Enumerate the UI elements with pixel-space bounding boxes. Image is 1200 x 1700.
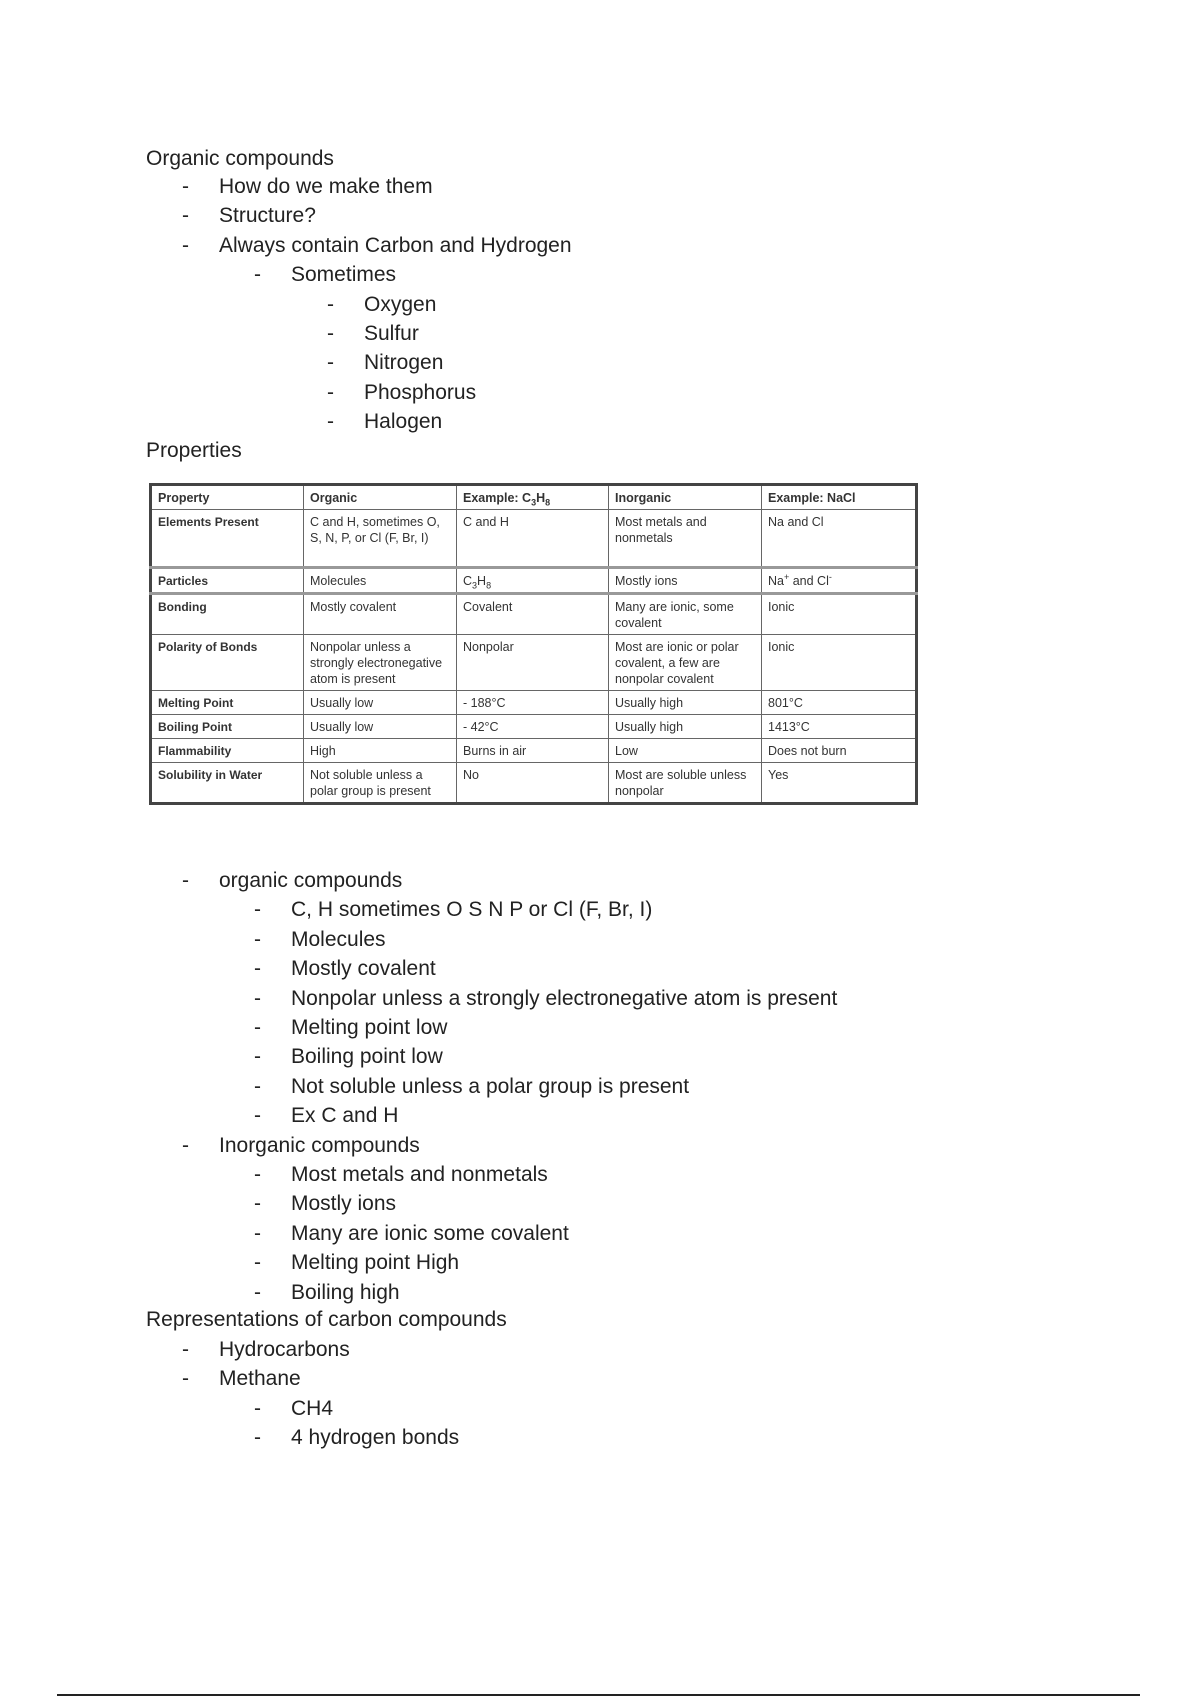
cell-inorganic: Many are ionic, some covalent [609, 594, 762, 635]
heading-organic-compounds: Organic compounds [146, 147, 334, 170]
list-item: - Not soluble unless a polar group is present [146, 1072, 837, 1101]
bullet-dash: - [254, 1251, 261, 1275]
cell-example-inorganic: Na and Cl [762, 510, 917, 568]
list-item: - How do we make them [146, 172, 572, 201]
list-item: - Melting point low [146, 1013, 837, 1042]
row-property: Particles [151, 568, 304, 594]
list-item-inorganic-compounds: - Inorganic compounds [146, 1131, 837, 1160]
cell-organic: C and H, sometimes O, S, N, P, or Cl (F, Br, I) [304, 510, 457, 568]
header-property: Property [151, 485, 304, 510]
cell-example-organic: Covalent [457, 594, 609, 635]
header-example-inorganic: Example: NaCl [762, 485, 917, 510]
row-property: Solubility in Water [151, 763, 304, 804]
row-property: Elements Present [151, 510, 304, 568]
list-item-element: - Phosphorus [146, 378, 572, 407]
list-item: - Hydrocarbons [146, 1335, 459, 1364]
table-row [151, 739, 917, 763]
row-property: Bonding [151, 594, 304, 635]
bullet-dash: - [182, 204, 189, 228]
bullet-dash: - [254, 1104, 261, 1128]
table-row [151, 568, 917, 594]
cell-inorganic: Most are soluble unless nonpolar [609, 763, 762, 804]
cell-inorganic: Usually high [609, 691, 762, 715]
cell-example-inorganic: 1413°C [762, 715, 917, 739]
cell-example-inorganic: Na+ and Cl- [762, 568, 917, 594]
cell-example-organic: Nonpolar [457, 635, 609, 691]
cell-organic: Nonpolar unless a strongly electronegative atom is present [304, 635, 457, 691]
bullet-dash: - [182, 869, 189, 892]
list-item-element: - Halogen [146, 407, 572, 436]
bullet-dash: - [182, 1133, 189, 1157]
row-property: Boiling Point [151, 715, 304, 739]
bullet-dash: - [254, 1045, 261, 1069]
bullet-dash: - [254, 1396, 261, 1420]
list-item: - Boiling point low [146, 1042, 837, 1071]
list-item: - Always contain Carbon and Hydrogen [146, 231, 572, 260]
bullet-dash: - [254, 1280, 261, 1304]
cell-inorganic: Most are ionic or polar covalent, a few are nonpolar covalent [609, 635, 762, 691]
bullet-dash: - [182, 1338, 189, 1361]
list-item: - Ex C and H [146, 1101, 837, 1130]
list-item: - Most metals and nonmetals [146, 1160, 837, 1189]
bullet-dash: - [327, 322, 334, 346]
bullet-dash: - [254, 1163, 261, 1187]
table-row [151, 594, 917, 635]
cell-example-organic: Burns in air [457, 739, 609, 763]
cell-inorganic: Most metals and nonmetals [609, 510, 762, 568]
summary-list [146, 866, 837, 1307]
organic-compounds-list [146, 172, 572, 437]
bullet-dash: - [254, 1074, 261, 1098]
cell-organic: Molecules [304, 568, 457, 594]
header-inorganic: Inorganic [609, 485, 762, 510]
bullet-dash: - [254, 957, 261, 981]
cell-example-organic: - 42°C [457, 715, 609, 739]
list-item-element: - Nitrogen [146, 348, 572, 377]
cell-example-inorganic: Ionic [762, 594, 917, 635]
bullet-dash: - [182, 175, 189, 198]
bullet-dash: - [254, 986, 261, 1010]
bullet-dash: - [254, 1426, 261, 1450]
cell-organic: Mostly covalent [304, 594, 457, 635]
list-item-element: - Oxygen [146, 290, 572, 319]
list-item: - 4 hydrogen bonds [146, 1423, 459, 1452]
cell-example-organic: - 188°C [457, 691, 609, 715]
cell-inorganic: Mostly ions [609, 568, 762, 594]
list-item-organic-compounds: - organic compounds [146, 866, 837, 895]
table-row [151, 763, 917, 804]
heading-representations: Representations of carbon compounds [146, 1308, 507, 1331]
table-row [151, 715, 917, 739]
row-property: Flammability [151, 739, 304, 763]
list-item: - C, H sometimes O S N P or Cl (F, Br, I) [146, 895, 837, 924]
table-row [151, 635, 917, 691]
bullet-dash: - [254, 898, 261, 922]
bullet-dash: - [254, 1192, 261, 1216]
bullet-dash: - [327, 380, 334, 404]
list-item: - Nonpolar unless a strongly electronegative atom is present [146, 984, 837, 1013]
cell-inorganic: Usually high [609, 715, 762, 739]
cell-organic: Usually low [304, 715, 457, 739]
cell-example-organic: $C_3H_8$ [457, 568, 609, 594]
bullet-dash: - [254, 263, 261, 287]
list-item: - Melting point High [146, 1248, 837, 1277]
cell-example-organic: No [457, 763, 609, 804]
cell-example-organic: C and H [457, 510, 609, 568]
cell-organic: Usually low [304, 691, 457, 715]
cell-inorganic: Low [609, 739, 762, 763]
footer-rule [57, 1694, 1140, 1696]
bullet-dash: - [327, 410, 334, 434]
table-row [151, 691, 917, 715]
cell-example-inorganic: Yes [762, 763, 917, 804]
bullet-dash: - [182, 233, 189, 257]
list-item-sometimes: - Sometimes [146, 260, 572, 289]
bullet-dash: - [327, 351, 334, 375]
representations-list [146, 1335, 459, 1453]
bullet-dash: - [182, 1367, 189, 1391]
list-item: - CH4 [146, 1394, 459, 1423]
heading-properties: Properties [146, 439, 242, 462]
list-item: - Mostly covalent [146, 954, 837, 983]
list-item: - Boiling high [146, 1278, 837, 1307]
list-item: - Many are ionic some covalent [146, 1219, 837, 1248]
list-item: - Methane [146, 1364, 459, 1393]
table-row [151, 510, 917, 568]
bullet-dash: - [327, 292, 334, 316]
list-item: - Mostly ions [146, 1189, 837, 1218]
list-item: - Molecules [146, 925, 837, 954]
properties-table [149, 483, 918, 805]
bullet-dash: - [254, 1221, 261, 1245]
list-item: - Structure? [146, 201, 572, 230]
header-organic: Organic [304, 485, 457, 510]
cell-organic: Not soluble unless a polar group is present [304, 763, 457, 804]
bullet-dash: - [254, 1016, 261, 1040]
list-item-element: - Sulfur [146, 319, 572, 348]
cell-organic: High [304, 739, 457, 763]
table-header-row [151, 485, 917, 510]
header-example-organic: Example: $C_3H_8$ [457, 485, 609, 510]
cell-example-inorganic: Ionic [762, 635, 917, 691]
row-property: Polarity of Bonds [151, 635, 304, 691]
cell-example-inorganic: 801°C [762, 691, 917, 715]
cell-example-inorganic: Does not burn [762, 739, 917, 763]
bullet-dash: - [254, 927, 261, 951]
row-property: Melting Point [151, 691, 304, 715]
